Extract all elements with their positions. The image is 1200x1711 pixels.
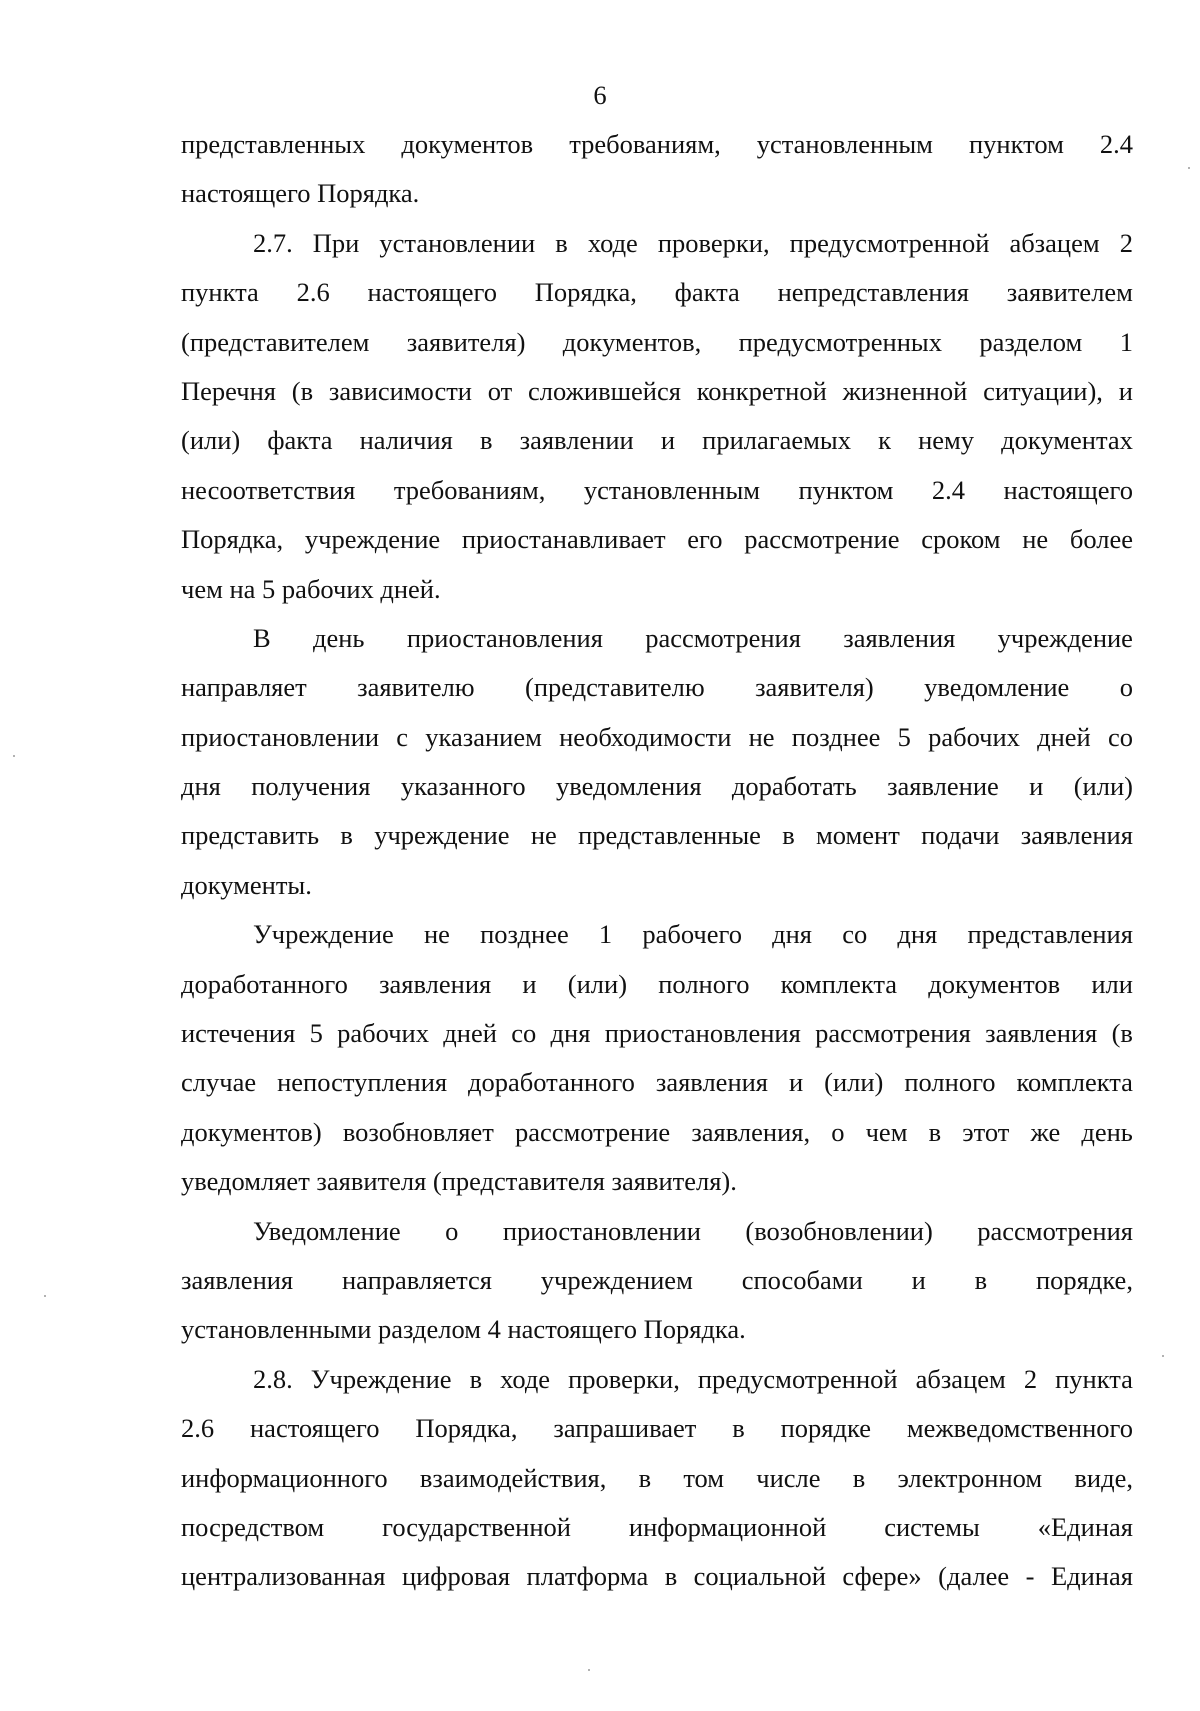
text-line: информационного взаимодействия, в том числе в электронном виде, xyxy=(181,1462,1133,1493)
text-line: централизованная цифровая платформа в социальной сфере» (далее - Единая xyxy=(181,1561,1133,1592)
text-line: установленными разделом 4 настоящего Порядка. xyxy=(181,1314,746,1345)
text-line: представить в учреждение не представленные в момент подачи заявления xyxy=(181,820,1133,851)
document-body xyxy=(181,120,1133,1602)
text-line: чем на 5 рабочих дней. xyxy=(181,573,441,604)
text-line: Учреждение не позднее 1 рабочего дня со дня представления xyxy=(253,919,1133,950)
text-line: Перечня (в зависимости от сложившейся конкретной жизненной ситуации), и xyxy=(181,375,1133,406)
scan-speck xyxy=(1162,1355,1164,1357)
text-line: приостановлении с указанием необходимости не позднее 5 рабочих дней со xyxy=(181,721,1133,752)
text-line: доработанного заявления и (или) полного комплекта документов или xyxy=(181,968,1133,999)
text-line: истечения 5 рабочих дней со дня приостановления рассмотрения заявления (в xyxy=(181,1018,1133,1049)
text-line: 2.8. Учреждение в ходе проверки, предусмотренной абзацем 2 пункта xyxy=(253,1363,1133,1394)
text-line: представленных документов требованиям, установленным пунктом 2.4 xyxy=(181,129,1133,159)
scan-speck xyxy=(1188,167,1190,169)
text-line: направляет заявителю (представителю заявителя) уведомление о xyxy=(181,672,1133,703)
text-line: дня получения указанного уведомления доработать заявление и (или) xyxy=(181,771,1133,802)
text-line: (представителем заявителя) документов, предусмотренных разделом 1 xyxy=(181,326,1133,357)
text-line: посредством государственной информационной системы «Единая xyxy=(181,1511,1133,1542)
text-line: документов) возобновляет рассмотрение заявления, о чем в этот же день xyxy=(181,1116,1133,1147)
text-line: заявления направляется учреждением способами и в порядке, xyxy=(181,1264,1133,1295)
scan-speck xyxy=(588,1669,590,1671)
scan-speck xyxy=(44,1295,46,1297)
text-line: несоответствия требованиям, установленным пунктом 2.4 настоящего xyxy=(181,474,1133,505)
text-line: 2.7. При установлении в ходе проверки, предусмотренной абзацем 2 xyxy=(253,227,1133,258)
text-line: случае непоступления доработанного заявления и (или) полного комплекта xyxy=(181,1067,1133,1098)
text-line: уведомляет заявителя (представителя заявителя). xyxy=(181,1166,737,1197)
text-line: настоящего Порядка. xyxy=(181,178,420,209)
text-line: 2.6 настоящего Порядка, запрашивает в порядке межведомственного xyxy=(181,1413,1133,1444)
scan-speck xyxy=(13,755,15,757)
text-line: Порядка, учреждение приостанавливает его рассмотрение сроком не более xyxy=(181,524,1133,555)
text-line: (или) факта наличия в заявлении и прилагаемых к нему документах xyxy=(181,425,1133,456)
text-line: Уведомление о приостановлении (возобновлении) рассмотрения xyxy=(253,1215,1133,1246)
page-number: 6 xyxy=(593,80,607,110)
text-line: В день приостановления рассмотрения заявления учреждение xyxy=(253,622,1133,653)
text-line: документы. xyxy=(181,869,312,900)
text-line: пункта 2.6 настоящего Порядка, факта непредставления заявителем xyxy=(181,277,1133,308)
